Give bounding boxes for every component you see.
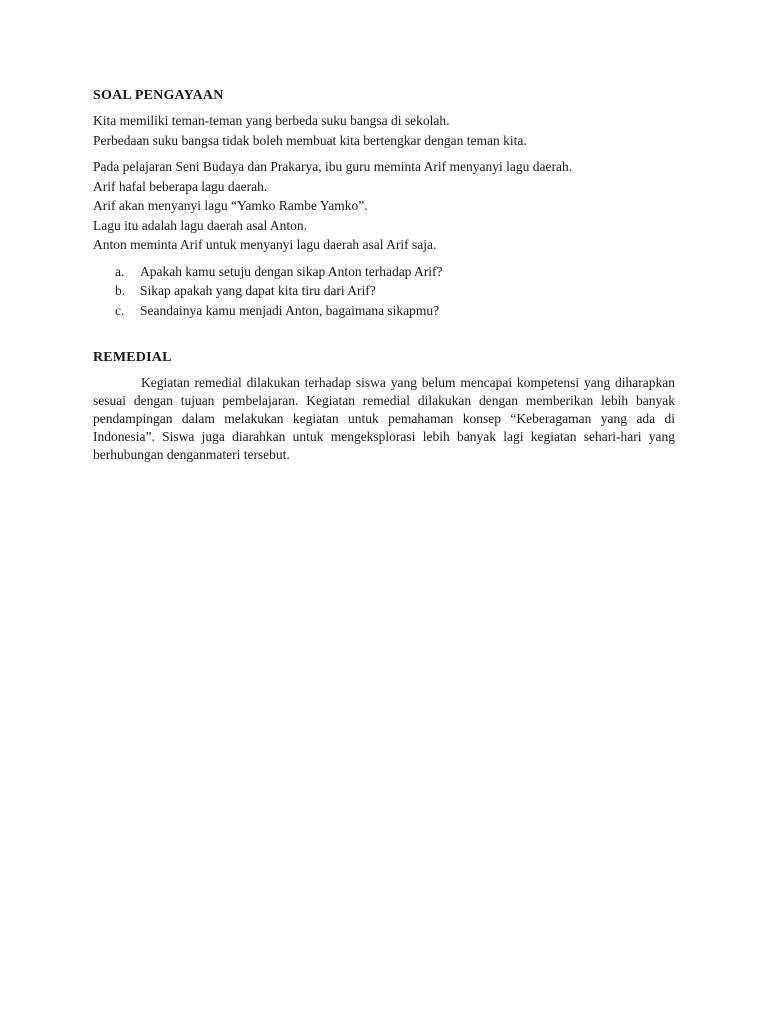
remedial-heading: REMEDIAL	[93, 350, 172, 365]
list-item	[93, 281, 675, 301]
intro-line: Kita memiliki teman-teman yang berbeda suku bangsa di sekolah.	[93, 113, 450, 128]
remedial-paragraph: Kegiatan remedial dilakukan terhadap siswa yang belum mencapai kompetensi yang diharapkan sesuai dengan tujuan pembelajaran. Kegiatan remedial dilakukan dengan memberikan lebih banyak pendampingan dalam melakukan kegiatan untuk pemahaman konsep “Keberagaman yang ada di Indonesia”. Siswa juga diarahkan untuk mengeksplorasi lebih banyak lagi kegiatan sehari-hari yang berhubungan denganmateri tersebut.	[93, 375, 675, 462]
soal-pengayaan-heading: SOAL PENGAYAAN	[93, 88, 224, 103]
story-line: Lagu itu adalah lagu daerah asal Anton.	[93, 217, 308, 233]
list-marker: b.	[115, 283, 126, 298]
list-item	[93, 262, 675, 282]
story-line: Anton meminta Arif untuk menyanyi lagu daerah asal Arif saja.	[93, 237, 437, 252]
question-list	[93, 262, 675, 321]
document-page	[93, 86, 675, 478]
question-text: Sikap apakah yang dapat kita tiru dari Arif?	[140, 283, 376, 298]
story-line: Pada pelajaran Seni Budaya dan Prakarya, ibu guru meminta Arif menyanyi lagu daerah.	[93, 159, 573, 174]
story-line: Arif hafal beberapa lagu daerah.	[93, 178, 268, 194]
intro-paragraph	[93, 111, 675, 150]
list-marker: a.	[115, 263, 125, 279]
question-text: Seandainya kamu menjadi Anton, bagaimana sikapmu?	[140, 302, 440, 318]
intro-line: Perbedaan suku bangsa tidak boleh membuat kita bertengkar dengan teman kita.	[93, 132, 527, 148]
story-paragraph	[93, 157, 675, 255]
question-text: Apakah kamu setuju dengan sikap Anton terhadap Arif?	[140, 263, 443, 279]
list-item	[93, 301, 675, 321]
story-line: Arif akan menyanyi lagu “Yamko Rambe Yamko”.	[93, 198, 368, 213]
list-marker: c.	[115, 302, 125, 318]
